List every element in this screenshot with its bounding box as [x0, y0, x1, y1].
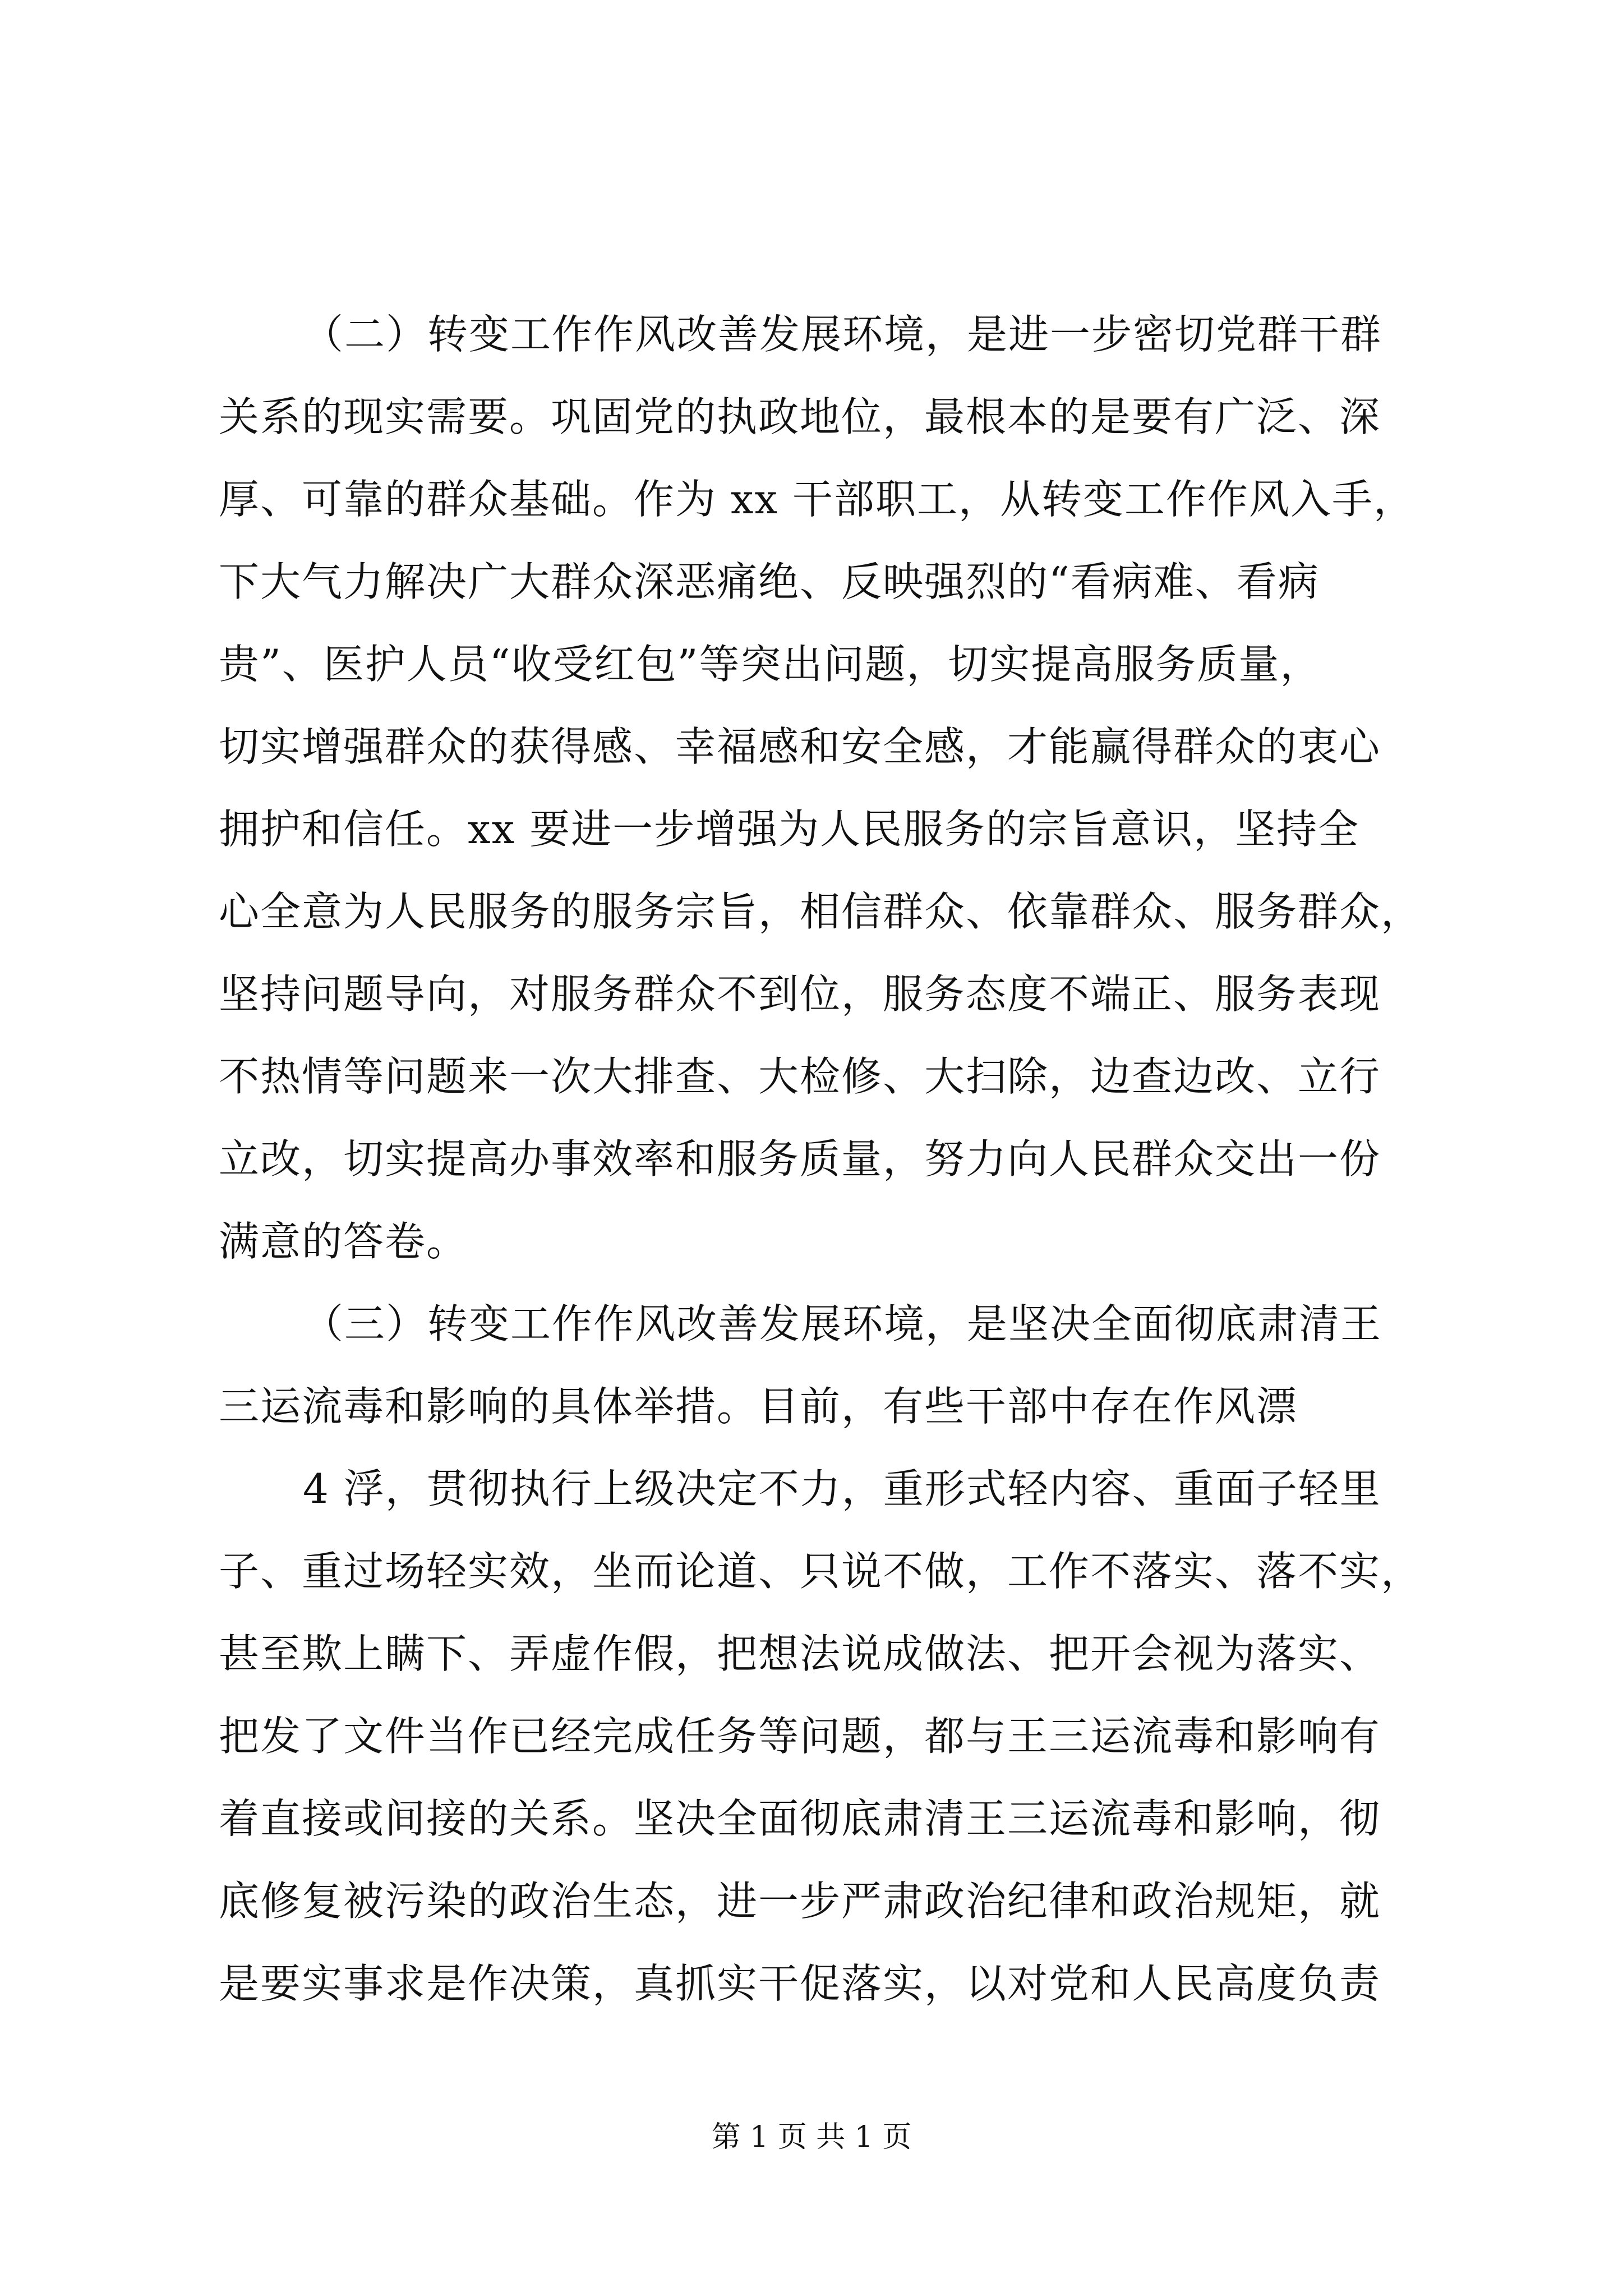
paragraph-line: （三）转变工作作风改善发展环境，是坚决全面彻底肃清王 [303, 1300, 1382, 1347]
paragraph-line: 拥护和信任。xx 要进一步增强为人民服务的宗旨意识，坚持全 [219, 806, 1360, 853]
paragraph-line: 切实增强群众的获得感、幸福感和安全感，才能赢得群众的衷心 [219, 723, 1381, 770]
paragraph-line: 心全意为人民服务的服务宗旨，相信群众、依靠群众、服务群众， [219, 888, 1423, 935]
paragraph-line: （二）转变工作作风改善发展环境，是进一步密切党群干群 [303, 311, 1382, 358]
paragraph-line: 是要实事求是作决策，真抓实干促落实，以对党和人民高度负责 [219, 1960, 1381, 2007]
page-footer: 第 1 页 共 1 页 [711, 2120, 912, 2154]
paragraph-line: 厚、可靠的群众基础。作为 xx 干部职工，从转变工作作风入手， [219, 476, 1415, 523]
paragraph-line: 下大气力解决广大群众深恶痛绝、反映强烈的“看病难、看病 [219, 558, 1320, 605]
paragraph-line: 立改，切实提高办事效率和服务质量，努力向人民群众交出一份 [219, 1135, 1381, 1182]
paragraph-line: 着直接或间接的关系。坚决全面彻底肃清王三运流毒和影响，彻 [219, 1795, 1381, 1842]
paragraph-line: 4 浮，贯彻执行上级决定不力，重形式轻内容、重面子轻里 [303, 1465, 1381, 1512]
paragraph-line: 底修复被污染的政治生态，进一步严肃政治纪律和政治规矩，就 [219, 1878, 1381, 1925]
paragraph-line: 坚持问题导向，对服务群众不到位，服务态度不端正、服务表现 [219, 970, 1381, 1018]
paragraph-line: 不热情等问题来一次大排查、大检修、大扫除，边查边改、立行 [219, 1053, 1381, 1100]
paragraph-line: 满意的答卷。 [219, 1218, 468, 1265]
paragraph-line: 三运流毒和影响的具体举措。目前，有些干部中存在作风漂 [219, 1383, 1298, 1430]
paragraph-line: 把发了文件当作已经完成任务等问题，都与王三运流毒和影响有 [219, 1713, 1381, 1760]
paragraph-line: 子、重过场轻实效，坐而论道、只说不做，工作不落实、落不实， [219, 1548, 1423, 1595]
paragraph-line: 贵”、医护人员“收受红包”等突出问题，切实提高服务质量， [219, 641, 1322, 688]
paragraph-line: 关系的现实需要。巩固党的执政地位，最根本的是要有广泛、深 [219, 393, 1381, 440]
paragraph-line: 甚至欺上瞒下、弄虚作假，把想法说成做法、把开会视为落实、 [219, 1630, 1381, 1677]
